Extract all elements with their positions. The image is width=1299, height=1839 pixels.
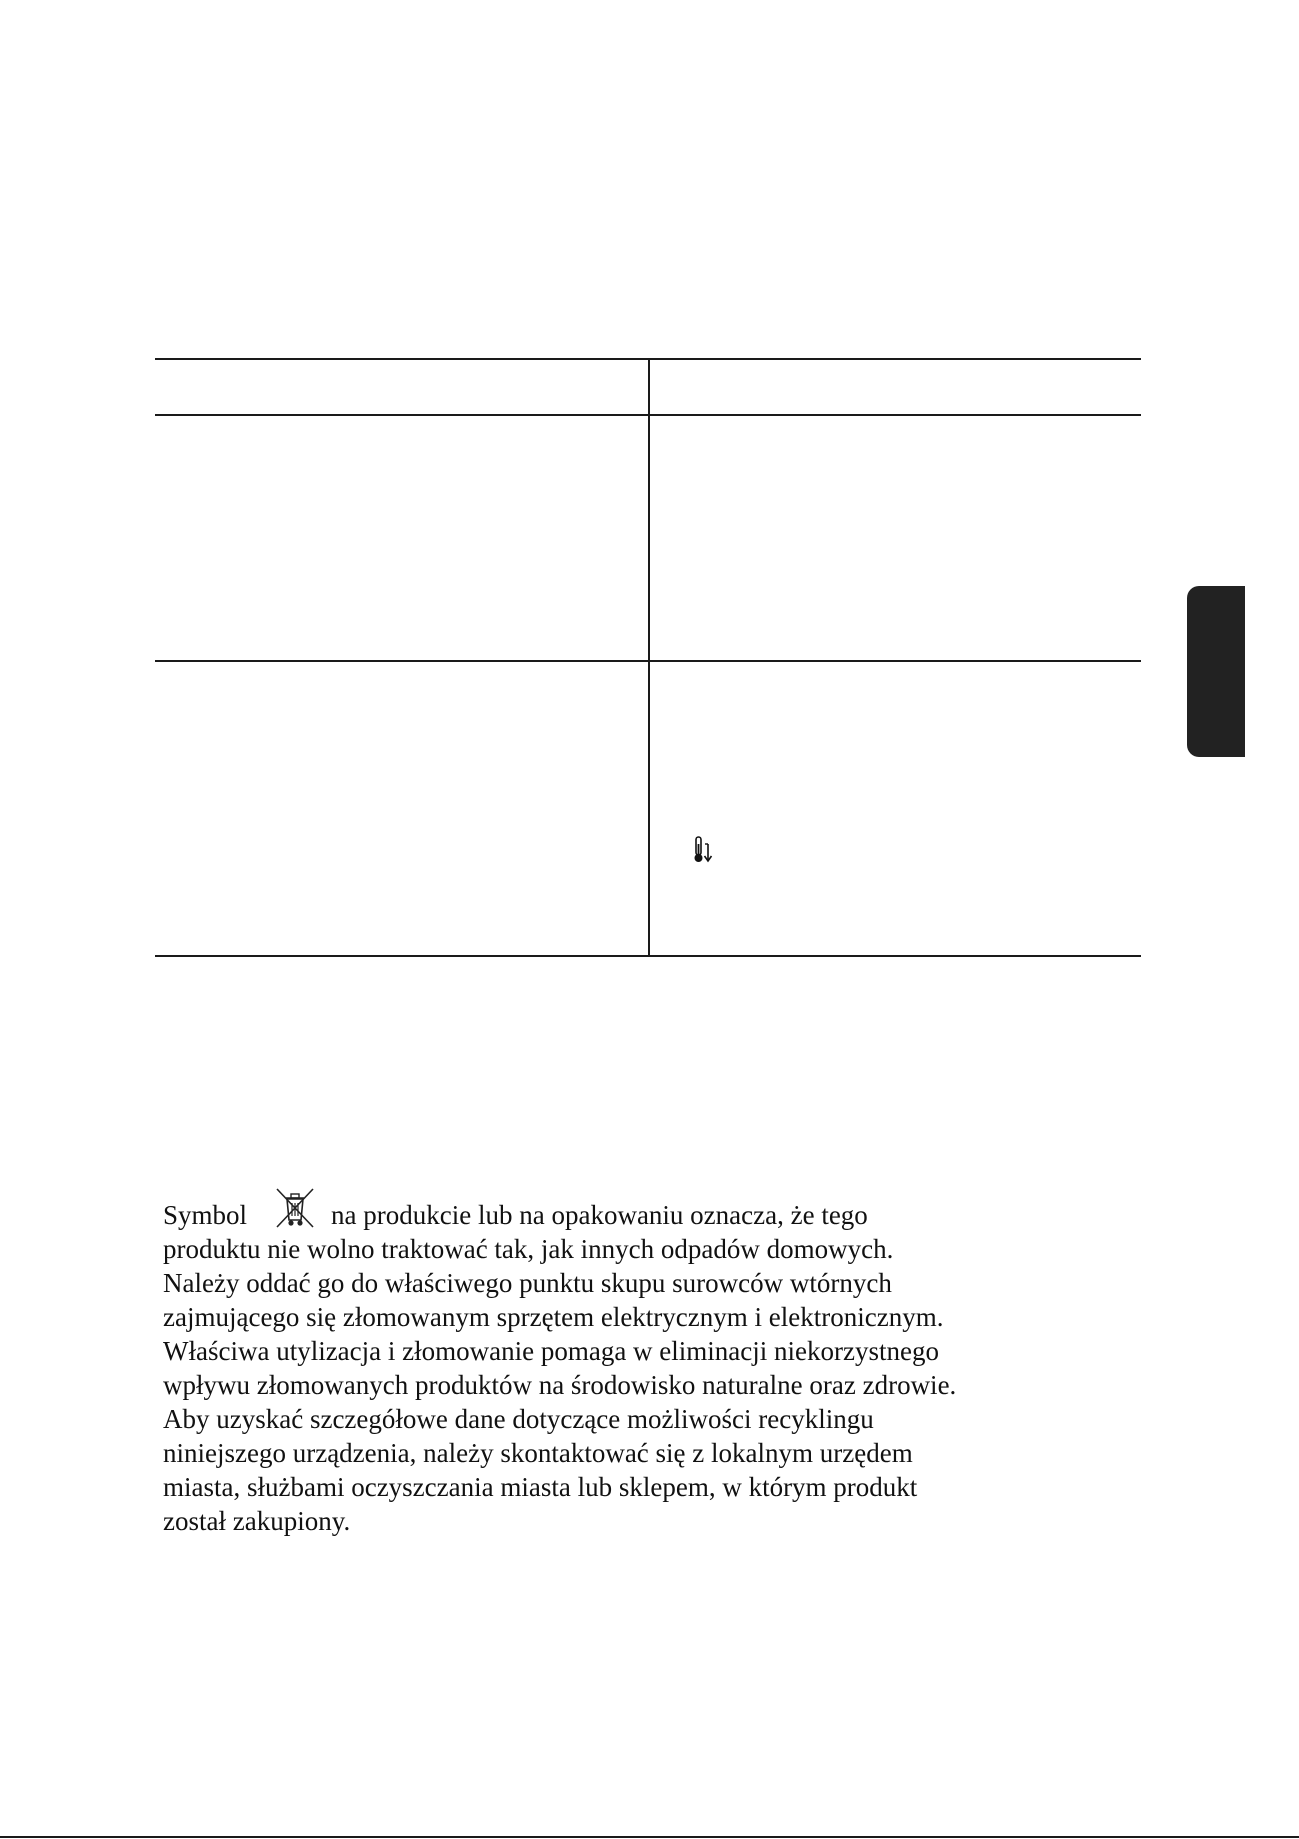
disposal-paragraph-2: Właściwa utylizacja i złomowanie pomaga w eliminacji niekorzystnego wpływu złomowanych produktów na środowisko naturalne oraz zdrowie. xyxy=(163,1336,957,1400)
disposal-paragraph-1: produktu nie wolno traktować tak, jak innych odpadów domowych. Należy oddać go do właściwego punktu skupu surowców wtórnych zajmującego się złomowanym sprzętem elektrycznym i elektronicznym. xyxy=(163,1234,944,1332)
thermometer-down-icon xyxy=(693,836,717,864)
disposal-paragraph-3: Aby uzyskać szczegółowe dane dotyczące możliwości recyklingu niniejszego urządzenia, należy skontaktować się z lokalnym urzędem miasta, służbami oczyszczania miasta lub sklepem, w którym produkt został zakupiony. xyxy=(163,1404,918,1536)
page-bottom-rule xyxy=(0,1836,1299,1838)
side-language-tab xyxy=(1187,586,1245,757)
disposal-first-line xyxy=(163,1186,963,1232)
symbol-word: Symbol xyxy=(163,1200,248,1230)
disposal-line1-text: na produkcie lub na opakowaniu oznacza, że tego xyxy=(331,1200,868,1230)
disposal-notice xyxy=(163,1186,963,1538)
table-column-divider xyxy=(648,358,650,957)
crossed-out-wheelie-bin-icon xyxy=(273,1186,317,1230)
